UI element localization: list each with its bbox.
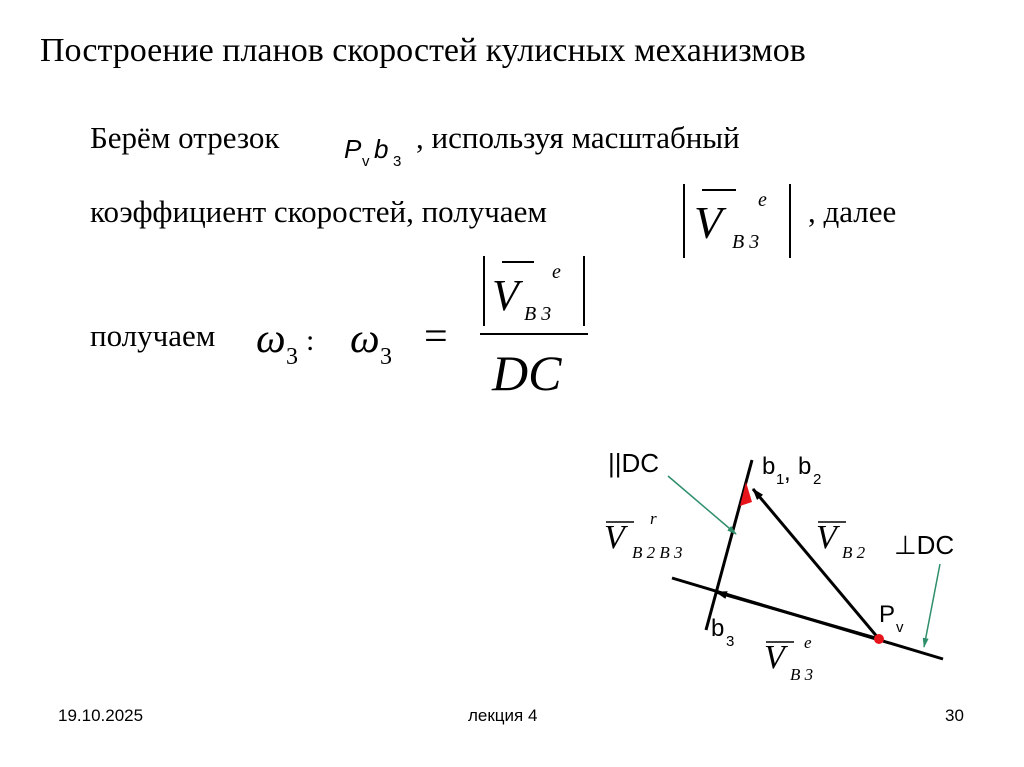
footer-page-number: 30 bbox=[945, 706, 964, 725]
frac-denominator: DC bbox=[492, 345, 562, 401]
label-pv: P bbox=[879, 601, 896, 628]
seg-b-sub: 3 bbox=[393, 153, 402, 170]
omega-right-sub: 3 bbox=[380, 344, 392, 370]
equals-sign: = bbox=[424, 314, 448, 360]
pv-point bbox=[874, 634, 884, 644]
label-v-e-sup: e bbox=[804, 633, 812, 652]
seg-p-sub: v bbox=[362, 153, 370, 170]
segment-pv-b3 bbox=[340, 128, 415, 176]
label-v-b2: V bbox=[816, 519, 837, 556]
label-v-r-sub: B 2 B 3 bbox=[632, 543, 683, 562]
label-v-r: V bbox=[604, 519, 625, 556]
text-line-1 bbox=[90, 120, 279, 156]
v-letter: V bbox=[694, 197, 723, 248]
label-b1-sub: 1 bbox=[776, 471, 785, 488]
parallel-leader-arrow bbox=[668, 476, 736, 534]
omega-right: ω bbox=[350, 316, 380, 362]
perp-leader-arrow bbox=[924, 564, 940, 647]
seg-p: P bbox=[344, 134, 362, 164]
v-b3-e-vector bbox=[716, 592, 879, 639]
frac-v-sub: B 3 bbox=[524, 303, 552, 325]
text-line3-start: получаем bbox=[90, 318, 216, 353]
label-v-r-sup: r bbox=[650, 509, 657, 528]
v-sup: e bbox=[758, 189, 767, 211]
omega-left-sub: 3 bbox=[286, 344, 298, 370]
frac-v: V bbox=[492, 271, 519, 320]
label-v-e: V bbox=[764, 639, 785, 676]
label-perp-dc: ⊥DC bbox=[894, 530, 955, 560]
label-v-b2-sub: B 2 bbox=[842, 543, 866, 562]
velocity-plan-diagram bbox=[590, 440, 980, 700]
label-b3-sub: 3 bbox=[726, 633, 735, 650]
text-line1-end: , используя масштабный bbox=[416, 120, 740, 155]
text-line2-start: коэффициент скоростей, получаем bbox=[90, 194, 547, 229]
frac-v-sup: e bbox=[552, 261, 561, 283]
label-b2: b bbox=[798, 453, 812, 480]
omega-left: ω bbox=[256, 316, 286, 362]
slide-title: Построение планов скоростей кулисных механизмов bbox=[40, 32, 806, 69]
omega-formula bbox=[254, 246, 594, 406]
label-b2-sub: 2 bbox=[813, 471, 822, 488]
parallel-dc-line bbox=[706, 460, 752, 630]
label-b1: b bbox=[762, 453, 776, 480]
label-b3: b bbox=[711, 615, 725, 642]
v-b3-e-abs bbox=[678, 178, 808, 260]
text-line2-end: , далее bbox=[808, 194, 897, 229]
v-b2-vector bbox=[753, 489, 879, 639]
label-parallel-dc: ||DC bbox=[608, 448, 660, 478]
label-comma: , bbox=[784, 459, 791, 486]
footer-date: 19.10.2025 bbox=[58, 706, 144, 725]
v-sub: B 3 bbox=[732, 231, 760, 253]
label-pv-sub: v bbox=[896, 619, 904, 636]
label-v-e-sub: B 3 bbox=[790, 665, 814, 684]
seg-b: b bbox=[374, 134, 389, 164]
footer-lecture: лекция 4 bbox=[468, 706, 538, 725]
text-line1-start: Берём отрезок bbox=[90, 120, 280, 155]
colon: : bbox=[306, 324, 315, 357]
